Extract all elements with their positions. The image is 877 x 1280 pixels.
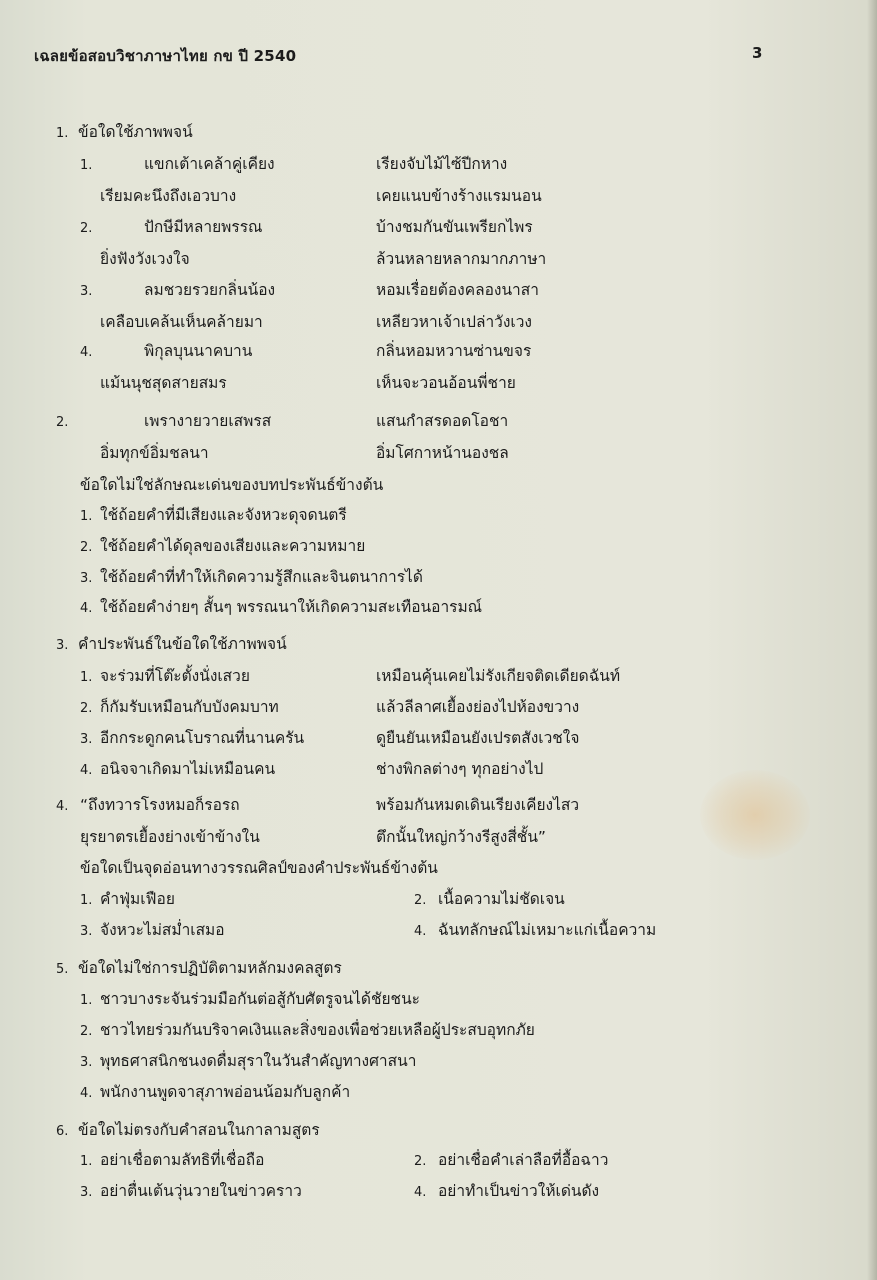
choice-text: ใช้ถ้อยคำง่ายๆ สั้นๆ พรรณนาให้เกิดความสะเทือนอารมณ์ [100,598,483,616]
choice-text: ก็กัมรับเหมือนกับบังคมบาท [100,698,279,716]
question-stem: ข้อใดไม่ใช่ลักษณะเด่นของบทประพันธ์ข้างต้น [80,476,384,494]
choice-number: 1. [80,993,93,1008]
choice-number: 4. [414,1185,427,1200]
choice-text: ใช้ถ้อยคำที่มีเสียงและจังหวะดุจดนตรี [100,506,347,524]
verse-line: เหลียวหาเจ้าเปล่าวังเวง [376,313,532,331]
choice-number: 3. [80,571,93,586]
verse-line: แม้นนุชสุดสายสมร [100,374,227,392]
verse-line: เคยแนบข้างร้างแรมนอน [376,187,542,205]
choice-number: 3. [80,1185,93,1200]
choice-number: 2. [80,701,93,716]
page-number: 3 [752,44,763,62]
verse-line: แสนกำสรดอดโอชา [376,412,509,430]
verse-line: เรียงจับไม้ไซ้ปีกหาง [376,155,508,173]
choice-number: 1. [80,893,93,908]
choice-number: 3. [80,284,93,299]
choice-number: 2. [80,540,93,555]
choice-text: ชาวไทยร่วมกันบริจาคเงินและสิ่งของเพื่อช่วยเหลือผู้ประสบอุทกภัย [100,1021,535,1039]
choice-number: 3. [80,1055,93,1070]
choice-number: 4. [80,345,93,360]
choice-text: อีกกระดูกคนโบราณที่นานครัน [100,729,305,747]
question-stem: ข้อใดเป็นจุดอ่อนทางวรรณศิลป์ของคำประพันธ์ข้างต้น [80,859,438,877]
choice-number: 1. [80,1154,93,1169]
choice-number: 4. [80,1086,93,1101]
choice-number: 3. [80,924,93,939]
choice-text: อย่าตื่นเต้นวุ่นวายในข่าวคราว [100,1182,302,1200]
choice-text: คำฟุ่มเฟือย [100,890,175,908]
choice-number: 4. [80,763,93,778]
choice-text: เนื้อความไม่ชัดเจน [438,890,565,908]
choice-number: 2. [414,893,427,908]
choice-text: ฉันทลักษณ์ไม่เหมาะแก่เนื้อความ [438,921,657,939]
question-stem: ข้อใดใช้ภาพพจน์ [78,123,193,141]
choice-number: 4. [414,924,427,939]
page-edge-shadow [867,0,877,1280]
choice-text: พนักงานพูดจาสุภาพอ่อนน้อมกับลูกค้า [100,1083,351,1101]
choice-text: แล้วลีลาศเยื้องย่องไปห้องขวาง [376,698,580,716]
choice-text: ใช้ถ้อยคำที่ทำให้เกิดความรู้สึกและจินตนาการได้ [100,568,423,586]
choice-text: อย่าเชื่อตามลัทธิที่เชื่อถือ [100,1151,265,1169]
question-number: 2. [56,415,69,430]
choice-text: จะร่วมที่โต๊ะตั้งนั่งเสวย [100,667,250,685]
verse-line: ยิ่งฟังวังเวงใจ [100,250,190,268]
question-stem: คำประพันธ์ในข้อใดใช้ภาพพจน์ [78,635,287,653]
page-header-title: เฉลยข้อสอบวิชาภาษาไทย กข ปี 2540 [34,47,297,65]
verse-line: พร้อมกันหมดเดินเรียงเคียงไสว [376,796,580,814]
question-number: 4. [56,799,69,814]
question-stem: ข้อใดไม่ใช่การปฏิบัติตามหลักมงคลสูตร [78,959,342,977]
choice-number: 4. [80,601,93,616]
verse-line: อิ่มโศกาหน้านองชล [376,444,509,462]
paper-stain [700,770,810,860]
choice-text: เหมือนคุ้นเคยไม่รังเกียจติดเดียดฉันท์ [376,667,621,685]
verse-line: ปักษีมีหลายพรรณ [144,218,263,236]
choice-number: 2. [80,1024,93,1039]
choice-text: ดูยืนยันเหมือนยังเปรตสังเวชใจ [376,729,580,747]
verse-line: ลมชวยรวยกลิ่นน้อง [144,281,276,299]
verse-line: พิกุลบุนนาคบาน [144,342,253,360]
choice-text: ช่างพิกลต่างๆ ทุกอย่างไป [376,760,544,778]
verse-line: กลิ่นหอมหวานซ่านขจร [376,342,532,360]
question-stem: ข้อใดไม่ตรงกับคำสอนในกาลามสูตร [78,1121,320,1139]
choice-text: ใช้ถ้อยคำได้ดุลของเสียงและความหมาย [100,537,366,555]
verse-line: บ้างชมกันขันเพรียกไพร [376,218,533,236]
choice-number: 1. [80,158,93,173]
question-number: 1. [56,126,69,141]
choice-text: อย่าเชื่อคำเล่าลือที่อื้อฉาว [438,1151,609,1169]
verse-line: เห็นจะวอนอ้อนพี่ชาย [376,374,516,392]
verse-line: ล้วนหลายหลากมากภาษา [376,250,547,268]
question-number: 3. [56,638,69,653]
choice-number: 1. [80,670,93,685]
question-number: 5. [56,962,69,977]
question-number: 6. [56,1124,69,1139]
verse-line: ยุรยาตรเยื้องย่างเข้าข้างใน [80,828,260,846]
verse-line: ตึกนั้นใหญ่กว้างรีสูงสี่ชั้น” [376,828,546,846]
choice-text: พุทธศาสนิกชนงดดื่มสุราในวันสำคัญทางศาสนา [100,1052,417,1070]
choice-text: อย่าทำเป็นข่าวให้เด่นดัง [438,1182,600,1200]
verse-line: อิ่มทุกข์อิ่มชลนา [100,444,209,462]
choice-number: 2. [414,1154,427,1169]
choice-text: อนิจจาเกิดมาไม่เหมือนคน [100,760,276,778]
choice-number: 2. [80,221,93,236]
choice-number: 3. [80,732,93,747]
verse-line: เพรางายวายเสพรส [144,412,272,430]
verse-line: หอมเรื่อยต้องคลองนาสา [376,281,539,299]
choice-text: จังหวะไม่สม่ำเสมอ [100,921,225,939]
verse-line: เรียมคะนึงถึงเอวบาง [100,187,237,205]
verse-line: แขกเต้าเคล้าคู่เคียง [144,155,275,173]
choice-text: ชาวบางระจันร่วมมือกันต่อสู้กับศัตรูจนได้ชัยชนะ [100,990,420,1008]
choice-number: 1. [80,509,93,524]
verse-line: เคลือบเคล้นเห็นคล้ายมา [100,313,263,331]
verse-line: “ถึงทวารโรงหมอก็รอรถ [80,796,240,814]
